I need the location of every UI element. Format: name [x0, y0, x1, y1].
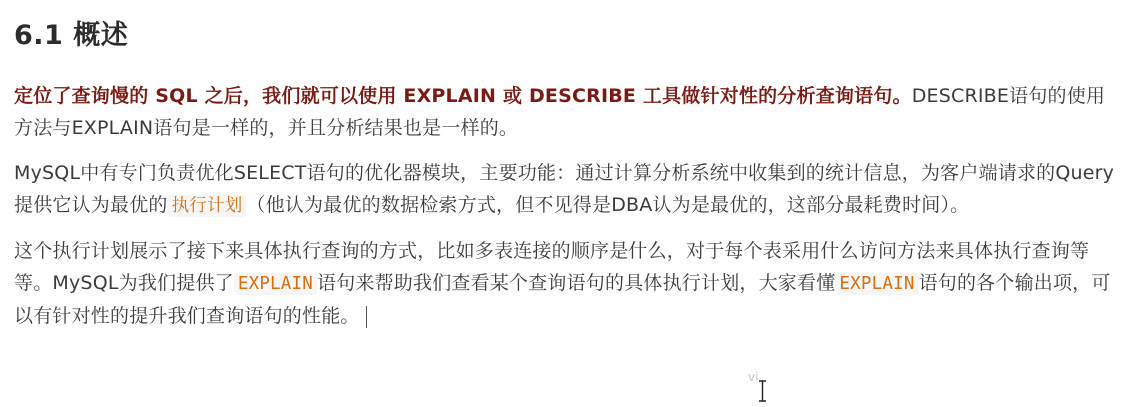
- inline-code-execution-plan: 执行计划: [168, 195, 247, 217]
- inline-code-explain-1: EXPLAIN: [234, 273, 317, 295]
- explain-text-3: 语句的各个输出项，可以有针对性的提升我们查询语句的性能。: [14, 272, 1111, 327]
- optimizer-text-2: （他认为最优的数据检索方式，但不见得是DBA认为是最优的，这部分最耗费时间）。: [246, 194, 970, 216]
- text-caret: [366, 306, 367, 328]
- intro-rest-text: DESCRIBE语句的使用方法与EXPLAIN语句是一样的，并且分析结果也是一样的。: [14, 85, 1106, 139]
- explain-text-2: 语句来帮助我们查看某个查询语句的具体执行计划，大家看懂: [317, 272, 836, 294]
- explain-text-1: 这个执行计划展示了接下来具体执行查询的方式，比如多表连接的顺序是什么，对于每个表采用什么访问方法来具体执行查询等等。MySQL为我们提供了: [14, 240, 1090, 294]
- inline-code-explain-2: EXPLAIN: [835, 273, 918, 295]
- vi-mode-indicator: vi: [748, 370, 759, 384]
- section-heading: 6.1 概述: [14, 20, 129, 51]
- optimizer-text-1: MySQL中有专门负责优化SELECT语句的优化器模块，主要功能：通过计算分析系统中收集到的统计信息，为客户端请求的Query提供它认为最优的: [14, 162, 1115, 216]
- emphasis-text: 定位了查询慢的 SQL 之后，我们就可以使用 EXPLAIN 或 DESCRIBE 工具做针对性的分析查询语句。: [14, 85, 912, 107]
- paragraph-intro: [14, 80, 1122, 144]
- document-body: [14, 0, 1122, 332]
- ibeam-cursor-icon: [758, 380, 767, 402]
- paragraph-optimizer: [14, 157, 1122, 222]
- paragraph-explain: [14, 235, 1122, 332]
